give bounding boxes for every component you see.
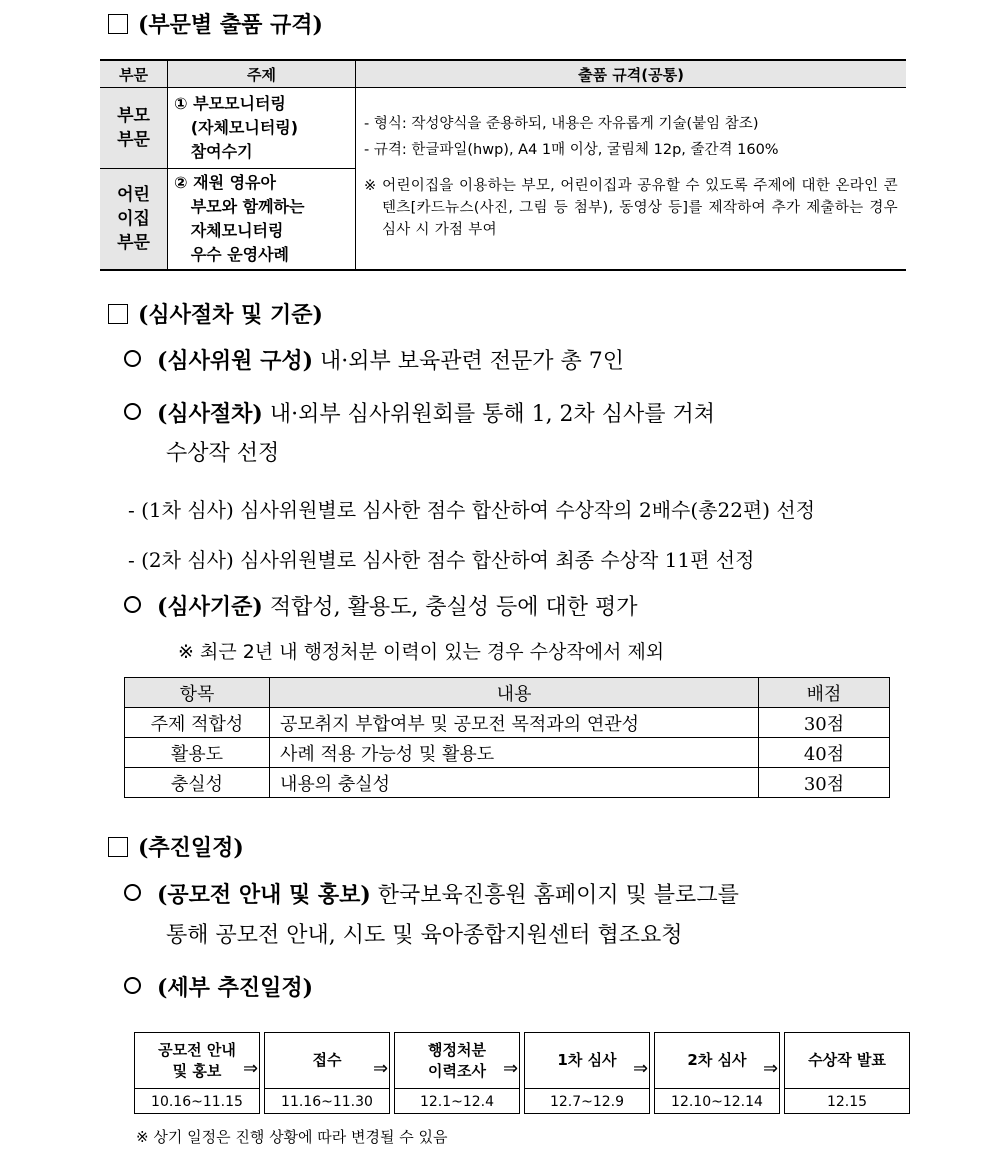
- arrow-right-icon: ⇒: [503, 1058, 519, 1079]
- criteria-note: ※ 최근 2년 내 행정처분 이력이 있는 경우 수상작에서 제외: [178, 641, 665, 663]
- spec-note: ※ 어린이집을 이용하는 부모, 어린이집과 공유할 수 있도록 주제에 대한 온라인 콘텐츠[카드뉴스(사진, 그림 등 첨부), 동영상 등]를 제작하여 추가 제출하는 경우 심사 시 가점 부여: [364, 177, 898, 238]
- entry-spec-table: [100, 59, 906, 271]
- cell-content: 공모취지 부합여부 및 공모전 목적과의 연관성: [270, 708, 759, 738]
- section-3-heading: [108, 831, 244, 862]
- arrow-right-icon: ⇒: [763, 1058, 779, 1079]
- second-review-line: - (2차 심사) 심사위원별로 심사한 점수 합산하여 최종 수상작 11편 선정: [128, 548, 755, 572]
- step-date: 11.16~11.30: [281, 1093, 373, 1110]
- item-bold: (세부 추진일정): [157, 975, 313, 1001]
- schedule-step: [524, 1032, 650, 1114]
- header-item: 항목: [125, 678, 270, 708]
- section-2-heading: [108, 298, 323, 329]
- arrow-right-icon: ⇒: [373, 1058, 389, 1079]
- cell-content: 내용의 충실성: [270, 768, 759, 798]
- item-text: 한국보육진흥원 홈페이지 및 블로그를: [370, 883, 739, 908]
- section-1-title: (부문별 출품 규격): [138, 12, 323, 38]
- criteria-table: [124, 677, 890, 798]
- review-process-continued: 수상작 선정: [166, 441, 280, 466]
- item-bold: (심사위원 구성): [157, 348, 313, 374]
- cell-content: 사례 적용 가능성 및 활용도: [270, 738, 759, 768]
- section-2-title: (심사절차 및 기준): [138, 302, 323, 328]
- topic-parent: ① 부모모니터링 (자체모니터링) 참여수기: [168, 88, 356, 169]
- header-spec: 출품 규격(공통): [356, 60, 907, 88]
- step-label: 공모전 안내 및 홍보: [135, 1033, 259, 1089]
- section-3-title: (추진일정): [138, 835, 244, 861]
- review-criteria-item: [124, 586, 638, 629]
- step-label: 2차 심사: [655, 1033, 779, 1089]
- header-topic: 주제: [168, 60, 356, 88]
- cell-item: 활용도: [125, 738, 270, 768]
- item-bold: (심사기준): [157, 594, 263, 620]
- schedule-step: [134, 1032, 260, 1114]
- bullet-circle-icon: [124, 350, 141, 367]
- step-date: 12.7~12.9: [549, 1093, 625, 1110]
- item-bold: (공모전 안내 및 홍보): [157, 882, 371, 908]
- table-row: [125, 768, 890, 798]
- bullet-circle-icon: [124, 884, 141, 901]
- promotion-continued: 통해 공모전 안내, 시도 및 육아종합지원센터 협조요청: [166, 923, 683, 948]
- checkbox-square-icon: [108, 837, 128, 857]
- detailed-schedule-item: [124, 967, 313, 1010]
- bullet-circle-icon: [124, 596, 141, 613]
- first-review-line: - (1차 심사) 심사위원별로 심사한 점수 합산하여 수상작의 2배수(총22편) 선정: [128, 498, 816, 522]
- spec-cell: [356, 88, 907, 271]
- topic-daycare: ② 재원 영유아 부모와 함께하는 자체모니터링 우수 운영사례: [168, 169, 356, 271]
- cell-score: 40점: [759, 738, 890, 768]
- review-process-item: [124, 393, 904, 436]
- bullet-circle-icon: [124, 977, 141, 994]
- header-score: 배점: [759, 678, 890, 708]
- table-row: [125, 738, 890, 768]
- step-label: 1차 심사: [525, 1033, 649, 1089]
- table-row: [125, 708, 890, 738]
- step-label: 수상작 발표: [785, 1033, 909, 1089]
- division-daycare: 어린 이집 부문: [100, 169, 168, 271]
- schedule-step: [264, 1032, 390, 1114]
- table-header-row: [125, 678, 890, 708]
- arrow-right-icon: ⇒: [243, 1058, 259, 1079]
- step-label: 행정처분 이력조사: [395, 1033, 519, 1089]
- step-date: 12.1~12.4: [419, 1093, 495, 1110]
- table-row: [100, 88, 906, 169]
- item-text: 내·외부 심사위원회를 통해 1, 2차 심사를 거쳐: [262, 402, 716, 427]
- cell-score: 30점: [759, 708, 890, 738]
- header-division: 부문: [100, 60, 168, 88]
- cell-item: 충실성: [125, 768, 270, 798]
- item-text: 내·외부 보육관련 전문가 총 7인: [313, 349, 624, 374]
- review-committee-item: [124, 340, 624, 383]
- division-parent: 부모 부문: [100, 88, 168, 169]
- section-1-heading: [108, 8, 323, 39]
- schedule-note: ※ 상기 일정은 진행 상황에 따라 변경될 수 있음: [136, 1128, 448, 1146]
- item-bold: (심사절차): [157, 401, 263, 427]
- step-date: 10.16~11.15: [151, 1093, 243, 1110]
- schedule-step: [654, 1032, 780, 1114]
- bullet-circle-icon: [124, 403, 141, 420]
- cell-score: 30점: [759, 768, 890, 798]
- arrow-right-icon: ⇒: [633, 1058, 649, 1079]
- cell-item: 주제 적합성: [125, 708, 270, 738]
- table-header-row: [100, 60, 906, 88]
- spec-size-line: - 규격: 한글파일(hwp), A4 1매 이상, 굴림체 12p, 줄간격 160%: [364, 141, 779, 158]
- spec-format-line: - 형식: 작성양식을 준용하되, 내용은 자유롭게 기술(붙임 참조): [364, 115, 759, 132]
- header-content: 내용: [270, 678, 759, 708]
- step-label: 접수: [265, 1033, 389, 1089]
- item-text: 적합성, 활용도, 충실성 등에 대한 평가: [262, 595, 638, 620]
- checkbox-square-icon: [108, 304, 128, 324]
- checkbox-square-icon: [108, 14, 128, 34]
- promotion-item: [124, 874, 904, 917]
- schedule-step: [784, 1032, 910, 1114]
- schedule-step: [394, 1032, 520, 1114]
- step-date: 12.15: [826, 1093, 868, 1110]
- step-date: 12.10~12.14: [671, 1093, 763, 1110]
